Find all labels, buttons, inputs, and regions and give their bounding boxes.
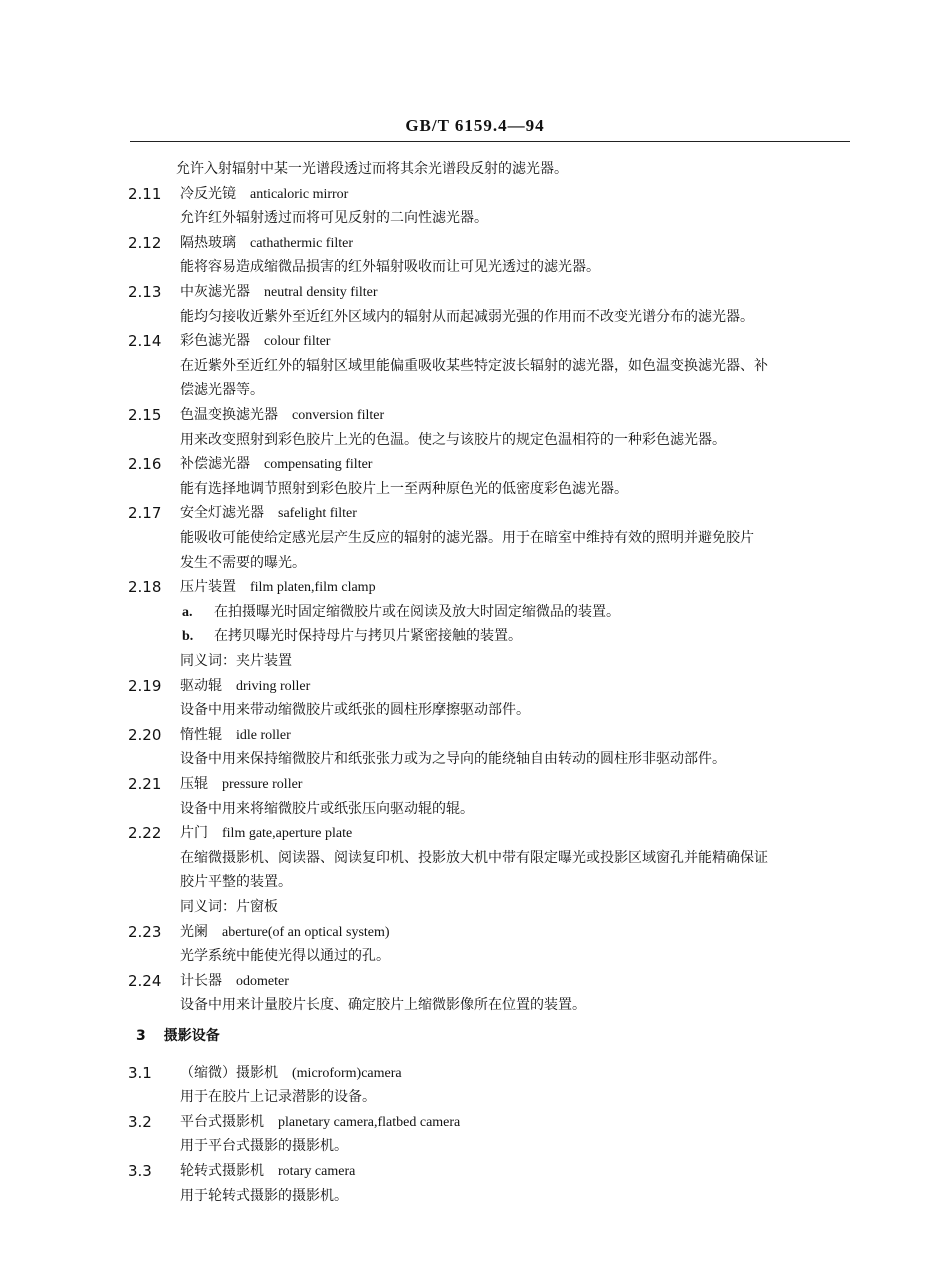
term-number: 2.22 <box>128 824 162 843</box>
term-number: 2.12 <box>128 233 162 252</box>
term-heading <box>180 824 352 843</box>
term-definition: 在缩微摄影机、阅读器、阅读复印机、投影放大机中带有限定曝光或投影区域窗孔并能精确保证 <box>180 849 768 866</box>
term-heading <box>180 775 302 794</box>
term-en: film gate,aperture plate <box>222 826 353 842</box>
term-definition: 允许红外辐射透过而将可见反射的二向性滤光器。 <box>180 210 488 227</box>
term-en: anticaloric mirror <box>250 186 349 202</box>
term-heading <box>180 972 289 991</box>
term-en: safelight filter <box>278 506 357 522</box>
term-heading <box>180 504 357 523</box>
term-zh: 冷反光镜 <box>180 185 236 202</box>
term-heading <box>180 332 330 351</box>
term-zh: 隔热玻璃 <box>180 234 236 251</box>
list-text: 在拍摄曝光时固定缩微胶片或在阅读及放大时固定缩微品的装置。 <box>214 603 620 620</box>
term-zh: 计长器 <box>180 972 222 989</box>
section-term-zh: 平台式摄影机 <box>180 1113 264 1130</box>
term-en: aberture(of an optical system) <box>222 924 390 940</box>
term-heading <box>180 726 291 745</box>
section-term-en: (microform)camera <box>292 1065 402 1081</box>
term-heading <box>180 677 310 696</box>
term-definition: 同义词：片窗板 <box>180 899 278 915</box>
section-term-number: 3.1 <box>128 1063 152 1082</box>
section-term-number: 3.3 <box>128 1162 152 1180</box>
term-definition: 用来改变照射到彩色胶片上光的色温。使之与该胶片的规定色温相符的一种彩色滤光器。 <box>180 431 726 448</box>
term-number: 2.14 <box>128 332 162 351</box>
list-text: 在拷贝曝光时保持母片与拷贝片紧密接触的装置。 <box>214 628 522 645</box>
term-definition: 设备中用来计量胶片长度、确定胶片上缩微影像所在位置的装置。 <box>180 997 586 1014</box>
term-en: film platen,film clamp <box>250 580 376 596</box>
term-definition: 在近紫外至近红外的辐射区域里能偏重吸收某些特定波长辐射的滤光器，如色温变换滤光器、补 <box>180 357 768 374</box>
term-definition: 偿滤光器等。 <box>180 382 264 399</box>
term-heading <box>180 923 390 942</box>
section-term-definition: 用于在胶片上记录潜影的设备。 <box>180 1089 376 1106</box>
term-heading <box>180 578 376 597</box>
term-definition: 设备中用来保持缩微胶片和纸张张力或为之导向的能绕轴自由转动的圆柱形非驱动部件。 <box>180 751 726 768</box>
term-zh: 压辊 <box>180 776 208 792</box>
term-en: odometer <box>236 973 289 989</box>
term-zh: 片门 <box>180 825 208 842</box>
term-en: neutral density filter <box>264 285 378 300</box>
term-definition: 光学系统中能使光得以通过的孔。 <box>180 948 390 965</box>
term-number: 2.16 <box>128 455 162 474</box>
term-en: driving roller <box>236 678 311 694</box>
section-title: 摄影设备 <box>163 1028 220 1044</box>
term-definition: 能均匀接收近紫外至近红外区域内的辐射从而起减弱光强的作用而不改变光谱分布的滤光器。 <box>180 308 754 325</box>
list-item <box>182 627 522 646</box>
continuation-text: 允许入射辐射中某一光谱段透过而将其余光谱段反射的滤光器。 <box>176 161 568 177</box>
term-number: 2.24 <box>128 971 162 990</box>
term-heading <box>180 234 353 253</box>
term-en: cathathermic filter <box>250 235 353 251</box>
term-heading <box>180 185 348 204</box>
section-term-zh: 轮转式摄影机 <box>180 1163 264 1179</box>
section-heading <box>136 1027 220 1045</box>
term-number: 2.20 <box>128 725 162 744</box>
term-zh: 驱动辊 <box>180 677 222 694</box>
term-en: conversion filter <box>292 408 385 423</box>
term-zh: 压片装置 <box>180 579 236 596</box>
term-definition: 能将容易造成缩微品损害的红外辐射吸收而让可见光透过的滤光器。 <box>180 259 600 276</box>
section-term-en: rotary camera <box>278 1164 356 1179</box>
header-rule <box>130 141 850 142</box>
section-term-zh: （缩微）摄影机 <box>180 1064 278 1081</box>
section-term-heading <box>180 1064 402 1083</box>
list-marker: a. <box>182 604 193 620</box>
term-number: 2.19 <box>128 676 162 695</box>
term-zh: 补偿滤光器 <box>180 456 250 473</box>
section-term-heading <box>180 1162 355 1181</box>
section-term-definition: 用于平台式摄影的摄影机。 <box>180 1138 348 1155</box>
term-zh: 彩色滤光器 <box>180 333 250 350</box>
section-term-definition: 用于轮转式摄影的摄影机。 <box>180 1187 348 1204</box>
term-definition: 能有选择地调节照射到彩色胶片上一至两种原色光的低密度彩色滤光器。 <box>180 480 628 497</box>
section-term-heading <box>180 1113 460 1132</box>
term-zh: 惰性辊 <box>180 726 222 743</box>
term-number: 2.17 <box>128 504 162 523</box>
section-term-number: 3.2 <box>128 1112 152 1131</box>
section-number: 3 <box>136 1028 146 1044</box>
term-definition: 胶片平整的装置。 <box>180 874 292 891</box>
term-zh: 光阑 <box>180 923 208 940</box>
section-term-en: planetary camera,flatbed camera <box>278 1114 461 1130</box>
term-en: idle roller <box>236 727 291 743</box>
term-number: 2.15 <box>128 406 162 424</box>
term-number: 2.21 <box>128 775 162 793</box>
term-heading <box>180 283 378 302</box>
term-definition: 能吸收可能使给定感光层产生反应的辐射的滤光器。用于在暗室中维持有效的照明并避免胶片 <box>180 530 754 546</box>
term-zh: 色温变换滤光器 <box>180 407 278 423</box>
page-header: GB/T 6159.4—94 <box>405 116 545 135</box>
term-number: 2.23 <box>128 922 162 941</box>
term-zh: 中灰滤光器 <box>180 284 250 300</box>
term-definition: 同义词：夹片装置 <box>180 653 292 669</box>
term-definition: 发生不需要的曝光。 <box>180 554 306 571</box>
list-marker: b. <box>182 629 194 645</box>
term-zh: 安全灯滤光器 <box>180 505 264 522</box>
term-number: 2.11 <box>128 184 162 203</box>
list-item <box>182 603 620 622</box>
term-definition: 设备中用来将缩微胶片或纸张压向驱动辊的辊。 <box>180 800 474 817</box>
term-definition: 设备中用来带动缩微胶片或纸张的圆柱形摩擦驱动部件。 <box>180 702 530 719</box>
term-en: pressure roller <box>222 777 303 792</box>
term-number: 2.13 <box>128 283 162 301</box>
term-en: colour filter <box>264 334 331 350</box>
term-en: compensating filter <box>264 457 373 473</box>
term-heading <box>180 406 384 425</box>
term-number: 2.18 <box>128 578 162 597</box>
term-heading <box>180 455 372 474</box>
